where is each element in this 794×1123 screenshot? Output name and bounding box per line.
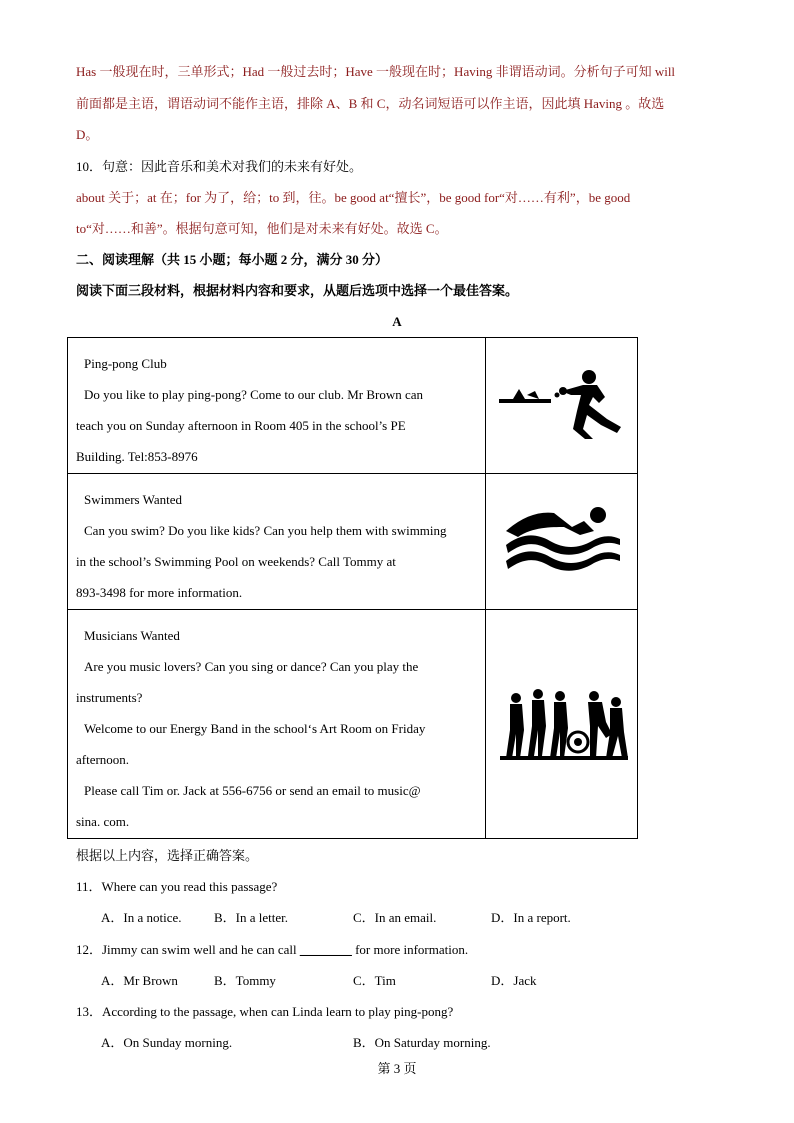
option[interactable]: A．Mr Brown	[101, 973, 178, 988]
ad-line: afternoon.	[76, 752, 130, 767]
ad-line: Please call Tim or. Jack at 556-6756 or send an email to music@	[84, 783, 421, 798]
option[interactable]: A．In a notice.	[101, 910, 182, 925]
option[interactable]: B．On Saturday morning.	[353, 1035, 491, 1050]
questions-intro: 根据以上内容，选择正确答案。	[76, 848, 259, 863]
question-stem-text: for more information.	[351, 942, 469, 957]
option[interactable]: B．In a letter.	[214, 910, 289, 925]
ad-text-cell	[68, 610, 486, 839]
ad-line: sina. com.	[76, 814, 130, 829]
ad-line: teach you on Sunday afternoon in Room 405 in the school’s PE	[76, 418, 406, 433]
band-musicians-icon	[494, 682, 630, 762]
option[interactable]: D．In a report.	[491, 910, 571, 925]
option[interactable]: C．Tim	[353, 973, 396, 988]
option[interactable]: B．Tommy	[214, 973, 276, 988]
ads-table	[67, 337, 638, 839]
section-heading: 二、阅读理解（共 15 小题；每小题 2 分，满分 30 分）	[76, 252, 389, 267]
answer-blank: ________	[299, 942, 352, 957]
question-stem: 11．Where can you read this passage?	[76, 879, 278, 894]
swimmer-icon	[502, 505, 622, 575]
ad-image-cell	[486, 338, 638, 474]
question-stem	[76, 941, 468, 959]
ping-pong-player-icon	[497, 369, 627, 439]
explanation-line: about 关于；at 在；for 为了，给；to 到，往。be good at“擅长”，be good for“对……有利”，be good	[76, 190, 631, 205]
ad-line: Do you like to play ping-pong? Come to our club. Mr Brown can	[84, 387, 424, 402]
explanation-line: to“对……和善”。根据句意可知，他们是对未来有好处。故选 C。	[76, 221, 448, 236]
ad-line: instruments?	[76, 690, 143, 705]
ad-title: Swimmers Wanted	[84, 492, 183, 507]
explanation-line: Has 一般现在时，三单形式；Had 一般过去时；Have 一般现在时；Having 非谓语动词。分析句子可知 will	[76, 64, 676, 79]
question-10-translation: 10．句意：因此音乐和美术对我们的未来有好处。	[76, 159, 363, 174]
explanation-line: D。	[76, 127, 99, 142]
ad-row	[68, 338, 638, 474]
ad-title: Musicians Wanted	[84, 628, 180, 643]
ad-image-cell	[486, 474, 638, 610]
ad-line: Can you swim? Do you like kids? Can you help them with swimming	[84, 523, 447, 538]
option[interactable]: C．In an email.	[353, 910, 437, 925]
option[interactable]: D．Jack	[491, 973, 537, 988]
question-stem: 13．According to the passage, when can Linda learn to play ping-pong?	[76, 1004, 454, 1019]
ad-title: Ping-pong Club	[84, 356, 167, 371]
question-stem-text: 12．Jimmy can swim well and he can call	[76, 942, 300, 957]
ad-text-cell	[68, 338, 486, 474]
ad-row	[68, 610, 638, 839]
explanation-line: 前面都是主语，谓语动词不能作主语，排除 A、B 和 C，动名词短语可以作主语，因此填 Having 。故选	[76, 96, 665, 111]
ad-line: Are you music lovers? Can you sing or dance? Can you play the	[84, 659, 419, 674]
ad-row	[68, 474, 638, 610]
ad-line: 893-3498 for more information.	[76, 585, 243, 600]
ad-line: Building. Tel:853-8976	[76, 449, 198, 464]
section-instruction: 阅读下面三段材料，根据材料内容和要求，从题后选项中选择一个最佳答案。	[76, 283, 519, 298]
ad-line: Welcome to our Energy Band in the school‘s Art Room on Friday	[84, 721, 426, 736]
ad-image-cell	[486, 610, 638, 839]
ad-line: in the school’s Swimming Pool on weekends? Call Tommy at	[76, 554, 396, 569]
page-number: 第 3 页	[377, 1061, 417, 1076]
ad-text-cell	[68, 474, 486, 610]
option[interactable]: A．On Sunday morning.	[101, 1035, 233, 1050]
passage-label: A	[392, 314, 402, 329]
